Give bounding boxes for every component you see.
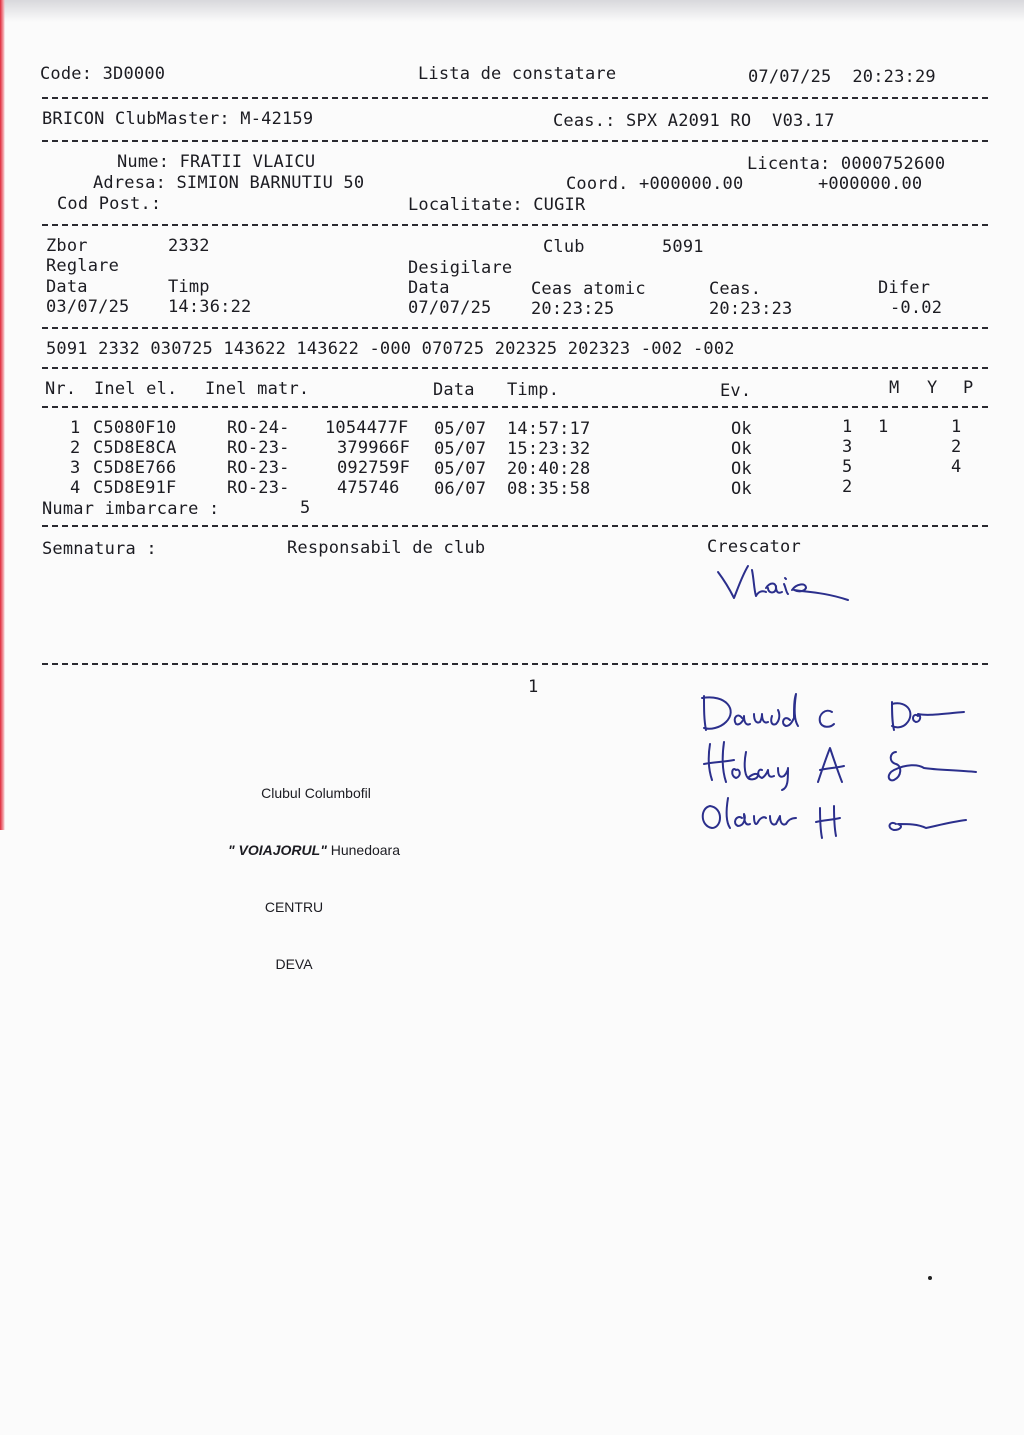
setting-date: 03/07/25 (46, 297, 130, 317)
row-m: 1 (842, 417, 853, 437)
code-line: 5091 2332 030725 143622 143622 -000 070725 202325 202323 -002 -002 (46, 339, 735, 359)
row-p: 4 (951, 457, 962, 477)
row-date: 05/07 (434, 459, 487, 479)
row-nr: 2 (70, 438, 81, 458)
divider (42, 525, 988, 527)
row-date: 06/07 (434, 479, 487, 499)
row-time: 08:35:58 (507, 479, 591, 499)
col-header-date: Data (433, 380, 475, 400)
setting-label: Reglare (46, 256, 120, 276)
stamp-line-3: CENTRU (264, 899, 324, 915)
clubmaster-id: BRICON ClubMaster: M-42159 (42, 109, 314, 129)
row-ring-matr: 092759F (337, 458, 411, 478)
row-nr: 1 (70, 418, 81, 438)
owner-name: Nume: FRATII VLAICU (117, 152, 316, 172)
row-ring-prefix: RO-23- (227, 438, 290, 458)
row-date: 05/07 (434, 419, 487, 439)
row-ev: Ok (731, 459, 752, 479)
setting-time-label: Timp (168, 277, 210, 297)
row-time: 20:40:28 (507, 459, 591, 479)
clock-time: 20:23:23 (709, 299, 793, 319)
code-label: Code: 3D0000 (40, 64, 166, 84)
club-stamp (228, 746, 400, 993)
page-number: 1 (528, 677, 539, 697)
setting-time: 14:36:22 (168, 297, 252, 317)
atomic-clock-time: 20:23:25 (531, 299, 615, 319)
row-ring-prefix: RO-24- (227, 418, 290, 438)
red-edge-strip (0, 0, 5, 830)
signature-label: Semnatura : (42, 539, 157, 559)
stamp-line-2 (228, 841, 400, 860)
row-m: 5 (842, 457, 853, 477)
clock-label: Ceas. (709, 279, 762, 299)
difference-value: -0.02 (890, 298, 943, 318)
col-header-m: M (889, 378, 900, 398)
row-ring-el: C5D8E8CA (93, 438, 177, 458)
club-label: Club (543, 237, 585, 257)
col-header-nr: Nr. (45, 379, 77, 399)
boarding-count-value: 5 (300, 498, 311, 518)
unsealing-date: 07/07/25 (408, 298, 492, 318)
row-y: 1 (878, 417, 889, 437)
atomic-clock-label: Ceas atomic (531, 279, 646, 299)
breeder-signature (714, 562, 854, 606)
row-p: 2 (951, 437, 962, 457)
row-time: 14:57:17 (507, 419, 591, 439)
row-ring-el: C5D8E91F (93, 478, 177, 498)
header-datetime: 07/07/25 20:23:29 (748, 67, 936, 87)
row-nr: 4 (70, 478, 81, 498)
col-header-ring-el: Inel el. (94, 379, 178, 399)
row-ring-prefix: RO-23- (227, 478, 290, 498)
ink-dot (928, 1276, 932, 1280)
row-ring-prefix: RO-23- (227, 458, 290, 478)
club-responsible-label: Responsabil de club (287, 538, 486, 558)
owner-postal-code: Cod Post.: (57, 194, 162, 214)
divider (42, 327, 988, 329)
stamp-line-4: DEVA (275, 956, 313, 972)
row-ring-el: C5D8E766 (93, 458, 177, 478)
col-header-y: Y (927, 378, 938, 398)
boarding-count-label: Numar imbarcare : (42, 499, 220, 519)
stamp-line-1: Clubul Columbofil (261, 785, 371, 801)
owner-coord-1: Coord. +000000.00 (566, 174, 744, 194)
paper-top-shadow (0, 0, 1024, 22)
clock-id: Ceas.: SPX A2091 RO V03.17 (553, 111, 835, 131)
owner-coord-2: +000000.00 (818, 174, 923, 194)
unsealing-label: Desigilare (408, 258, 513, 278)
owner-locality: Localitate: CUGIR (408, 195, 586, 215)
row-ev: Ok (731, 439, 752, 459)
flight-label: Zbor (46, 236, 88, 256)
committee-signatures (696, 690, 986, 850)
row-ev: Ok (731, 419, 752, 439)
divider (42, 224, 988, 226)
divider (42, 140, 988, 142)
flight-value: 2332 (168, 236, 210, 256)
row-nr: 3 (70, 458, 81, 478)
divider (42, 97, 988, 99)
stamp-city: Hunedoara (326, 842, 401, 858)
setting-date-label: Data (46, 277, 88, 297)
row-ev: Ok (731, 479, 752, 499)
unsealing-date-label: Data (408, 278, 450, 298)
stamp-club-name: " VOIAJORUL" (228, 842, 327, 858)
document-title: Lista de constatare (418, 64, 617, 84)
row-ring-matr: 379966F (337, 438, 411, 458)
row-ring-matr: 1054477F (325, 418, 409, 438)
col-header-ring-matr: Inel matr. (205, 379, 310, 399)
row-date: 05/07 (434, 439, 487, 459)
club-value: 5091 (662, 237, 704, 257)
divider (42, 663, 988, 665)
row-p: 1 (951, 417, 962, 437)
col-header-p: P (963, 378, 974, 398)
col-header-ev: Ev. (720, 381, 752, 401)
row-ring-matr: 475746 (337, 478, 400, 498)
divider (42, 367, 988, 369)
breeder-label: Crescator (707, 537, 801, 557)
row-m: 2 (842, 477, 853, 497)
row-m: 3 (842, 437, 853, 457)
difference-label: Difer (878, 278, 931, 298)
owner-address: Adresa: SIMION BARNUTIU 50 (93, 173, 365, 193)
owner-license: Licenta: 0000752600 (747, 154, 946, 174)
divider (42, 406, 988, 408)
row-ring-el: C5080F10 (93, 418, 177, 438)
row-time: 15:23:32 (507, 439, 591, 459)
col-header-time: Timp. (507, 380, 560, 400)
